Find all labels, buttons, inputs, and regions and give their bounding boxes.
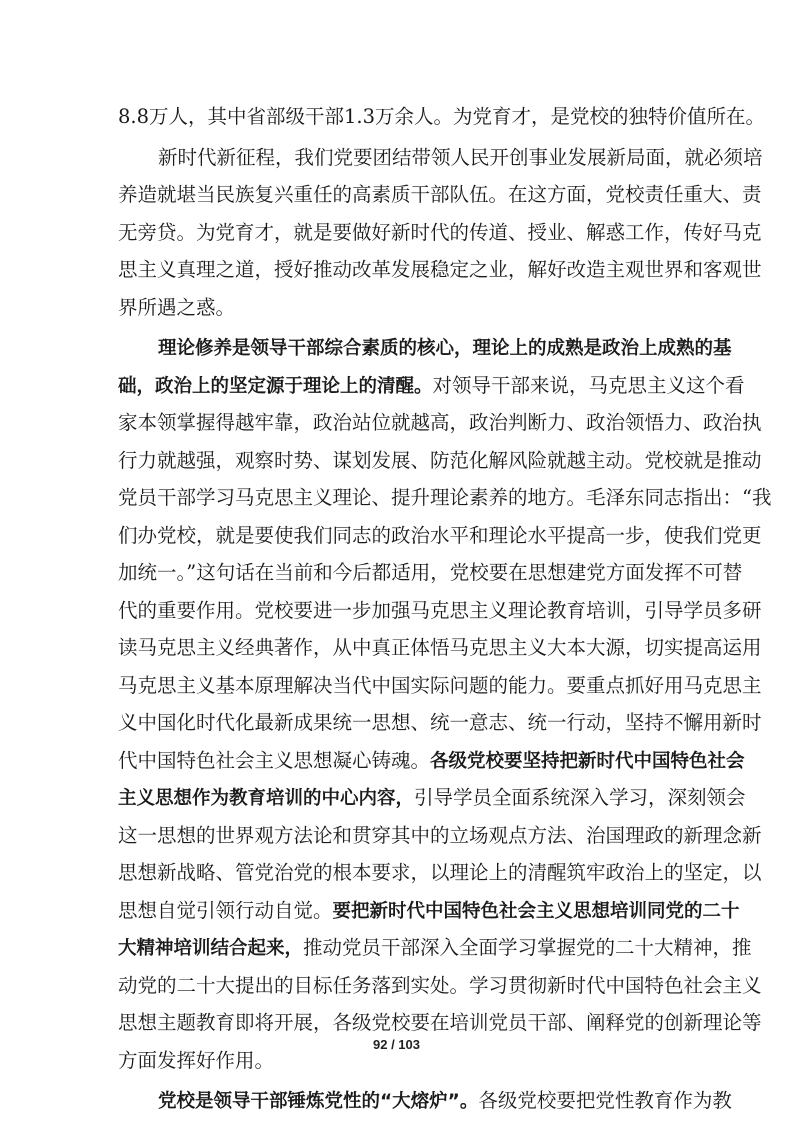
text-line bbox=[118, 1005, 762, 1041]
bold-text: 础，政治上的坚定源于理论上的清醒。 bbox=[118, 376, 433, 397]
text-segment: 思主义真理之道，授好推动改革发展稳定之业，解好改造主观世界和客观世 bbox=[118, 258, 762, 281]
bold-text: 党校是领导干部锤炼党性的“大熔炉”。 bbox=[158, 1091, 479, 1112]
text-line bbox=[118, 593, 762, 629]
text-line bbox=[158, 140, 763, 176]
text-line bbox=[118, 668, 762, 704]
text-segment: 思想自觉引领行动自觉。 bbox=[118, 899, 333, 922]
text-line bbox=[118, 893, 740, 929]
bold-text: 各级党校要坚持把新时代中国特色社会 bbox=[430, 751, 745, 772]
text-line bbox=[118, 630, 762, 666]
text-segment: 8.8万人，其中省部级干部1.3万余人。为党育才，是党校的独特价值所在。 bbox=[118, 105, 766, 128]
text-segment: 推动党员干部深入全面学习掌握党的二十大精神，推 bbox=[303, 936, 752, 959]
text-segment: 思想主题教育即将开展，各级党校要在培训党员干部、阐释党的创新理论等 bbox=[118, 1011, 762, 1034]
text-segment: 义中国化时代化最新成果统一思想、统一意志、统一行动，坚持不懈用新时 bbox=[118, 711, 762, 734]
text-line bbox=[118, 443, 762, 479]
text-line bbox=[158, 330, 732, 366]
bold-text: 要把新时代中国特色社会主义思想培训同党的二十 bbox=[332, 901, 740, 922]
text-line bbox=[118, 518, 762, 554]
text-segment: 代的重要作用。党校要进一步加强马克思主义理论教育培训，引导学员多研 bbox=[118, 599, 762, 622]
text-segment: 马克思主义基本原理解决当代中国实际问题的能力。要重点抓好用马克思主 bbox=[118, 674, 762, 697]
text-line bbox=[118, 405, 762, 441]
text-line bbox=[118, 252, 762, 288]
text-line bbox=[118, 780, 746, 816]
text-line bbox=[118, 930, 752, 966]
text-segment: 家本领掌握得越牢靠，政治站位就越高，政治判断力、政治领悟力、政治执 bbox=[118, 411, 762, 434]
text-line bbox=[118, 480, 772, 516]
text-line bbox=[118, 818, 762, 854]
text-segment: 们办党校，就是要使我们同志的政治水平和理论水平提高一步，使我们党更 bbox=[118, 524, 762, 547]
bold-text: 理论修养是领导干部综合素质的核心，理论上的成熟是政治上成熟的基 bbox=[158, 338, 732, 359]
text-segment: 新时代新征程，我们党要团结带领人民开创事业发展新局面，就必须培 bbox=[158, 146, 763, 169]
text-segment: 各级党校要把党性教育作为教 bbox=[478, 1089, 732, 1112]
bold-text: 大精神培训结合起来， bbox=[118, 938, 304, 959]
text-segment: 代中国特色社会主义思想凝心铸魂。 bbox=[118, 749, 431, 772]
text-segment: 对领导干部来说，马克思主义这个看 bbox=[432, 374, 745, 397]
bold-text: 主义思想作为教育培训的中心内容， bbox=[118, 788, 415, 809]
page-number: 92 / 103 bbox=[373, 1037, 420, 1052]
text-line bbox=[118, 705, 762, 741]
text-segment: 读马克思主义经典著作，从中真正体悟马克思主义大本大源，切实提高运用 bbox=[118, 636, 762, 659]
text-line bbox=[118, 855, 762, 891]
text-segment: 引导学员全面系统深入学习，深刻领会 bbox=[414, 786, 746, 809]
text-segment: 党员干部学习马克思主义理论、提升理论素养的地方。毛泽东同志指出：“我 bbox=[118, 486, 772, 509]
text-segment: 这一思想的世界观方法论和贯穿其中的立场观点方法、治国理政的新理念新 bbox=[118, 824, 762, 847]
text-segment: 行力就越强，观察时势、谋划发展、防范化解风险就越主动。党校就是推动 bbox=[118, 449, 762, 472]
text-segment: 养造就堪当民族复兴重任的高素质干部队伍。在这方面，党校责任重大、责 bbox=[118, 183, 762, 206]
text-segment: 加统一。”这句话在当前和今后都适用，党校要在思想建党方面发挥不可替 bbox=[118, 561, 743, 584]
text-line bbox=[158, 1083, 732, 1119]
text-line bbox=[118, 290, 688, 326]
text-segment: 方面发挥好作用。 bbox=[118, 1049, 275, 1072]
text-segment: 无旁贷。为党育才，就是要做好新时代的传道、授业、解惑工作，传好马克 bbox=[118, 221, 762, 244]
text-line bbox=[118, 99, 766, 135]
text-line bbox=[118, 368, 745, 404]
text-line bbox=[118, 555, 743, 591]
text-segment: 动党的二十大提出的目标任务落到实处。学习贯彻新时代中国特色社会主义 bbox=[118, 974, 762, 997]
text-line bbox=[118, 215, 762, 251]
text-segment: 思想新战略、管党治党的根本要求，以理论上的清醒筑牢政治上的坚定，以 bbox=[118, 861, 762, 884]
text-segment: 界所遇之惑。 bbox=[118, 296, 236, 319]
text-line bbox=[118, 968, 762, 1004]
text-line bbox=[118, 177, 762, 213]
text-line bbox=[118, 743, 745, 779]
